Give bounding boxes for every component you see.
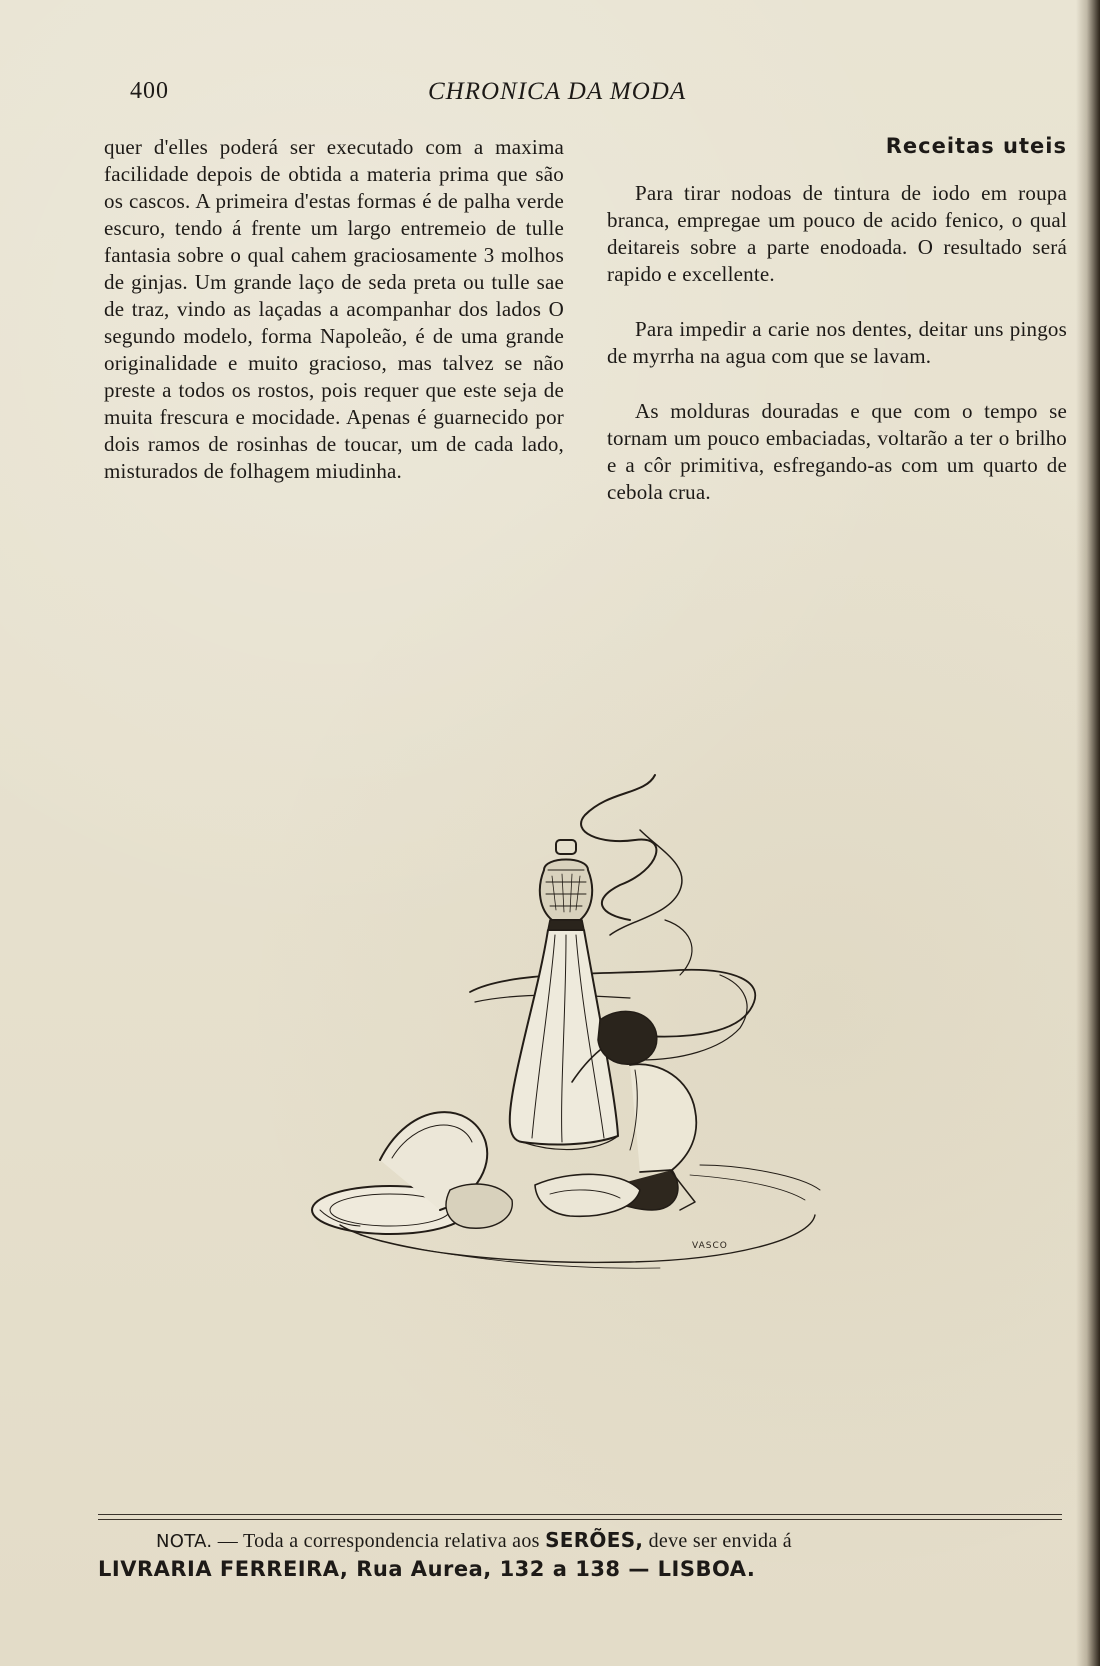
illustration-drawing (300, 770, 880, 1340)
note-label: NOTA. (156, 1531, 213, 1552)
note-text-part1: — Toda a correspondencia relativa aos (217, 1530, 540, 1552)
page-edge-shadow (1076, 0, 1100, 1666)
section-title-receitas: Receitas uteis (885, 134, 1067, 158)
note-text-part2: deve ser envida á (648, 1530, 792, 1552)
footer-rule-bottom (98, 1519, 1062, 1520)
right-column (607, 134, 1067, 534)
footer-address: LIVRARIA FERREIRA, Rua Aurea, 132 a 138 — LISBOA. (98, 1557, 756, 1581)
footer-note-line (156, 1528, 1062, 1553)
recipe-paragraph-iodo: Para tirar nodoas de tintura de iodo em roupa branca, empregae um pouco de acido fenico, o qual deitareis sobre a parte enodoada. O resultado será rapido e excellente. (607, 181, 1067, 286)
recipe-paragraph-molduras: As molduras douradas e que com o tempo se tornam um pouco embaciadas, voltarão a ter o brilho e a côr primitiva, esfregando-as com um quarto de cebola crua. (607, 399, 1067, 504)
footer-rule-top (98, 1514, 1062, 1515)
illustration-milliner (300, 770, 880, 1340)
left-column-text: quer d'elles poderá ser executado com a maxima facilidade depois de obtida a materia prima que são os cascos. A primeira d'estas formas é de palha verde escuro, tendo á frente um largo entremeio de tulle fantasia sobre o qual cahem graciosamente 3 molhos de ginjas. Um grande laço de seda preta ou tulle sae de traz, vindo as laçadas a acompanhar dos lados O segundo modelo, forma Napoleão, é de uma grande originalidade e muito gracioso, mas talvez se não preste a todos os rostos, pois requer que este seja de muita frescura e mocidade. Apenas é guarnecido por dois ramos de rosinhas de toucar, um de cada lado, misturados de folhagem miudinha. (104, 135, 564, 483)
recipe-paragraph-carie: Para impedir a carie nos dentes, deitar uns pingos de myrrha na agua com que se lavam. (607, 317, 1067, 368)
running-title: CHRONICA DA MODA (428, 78, 687, 105)
illustration-signature: VASCO (692, 1241, 728, 1251)
note-magazine-name: SERÕES, (545, 1528, 644, 1552)
page-number: 400 (130, 78, 169, 104)
